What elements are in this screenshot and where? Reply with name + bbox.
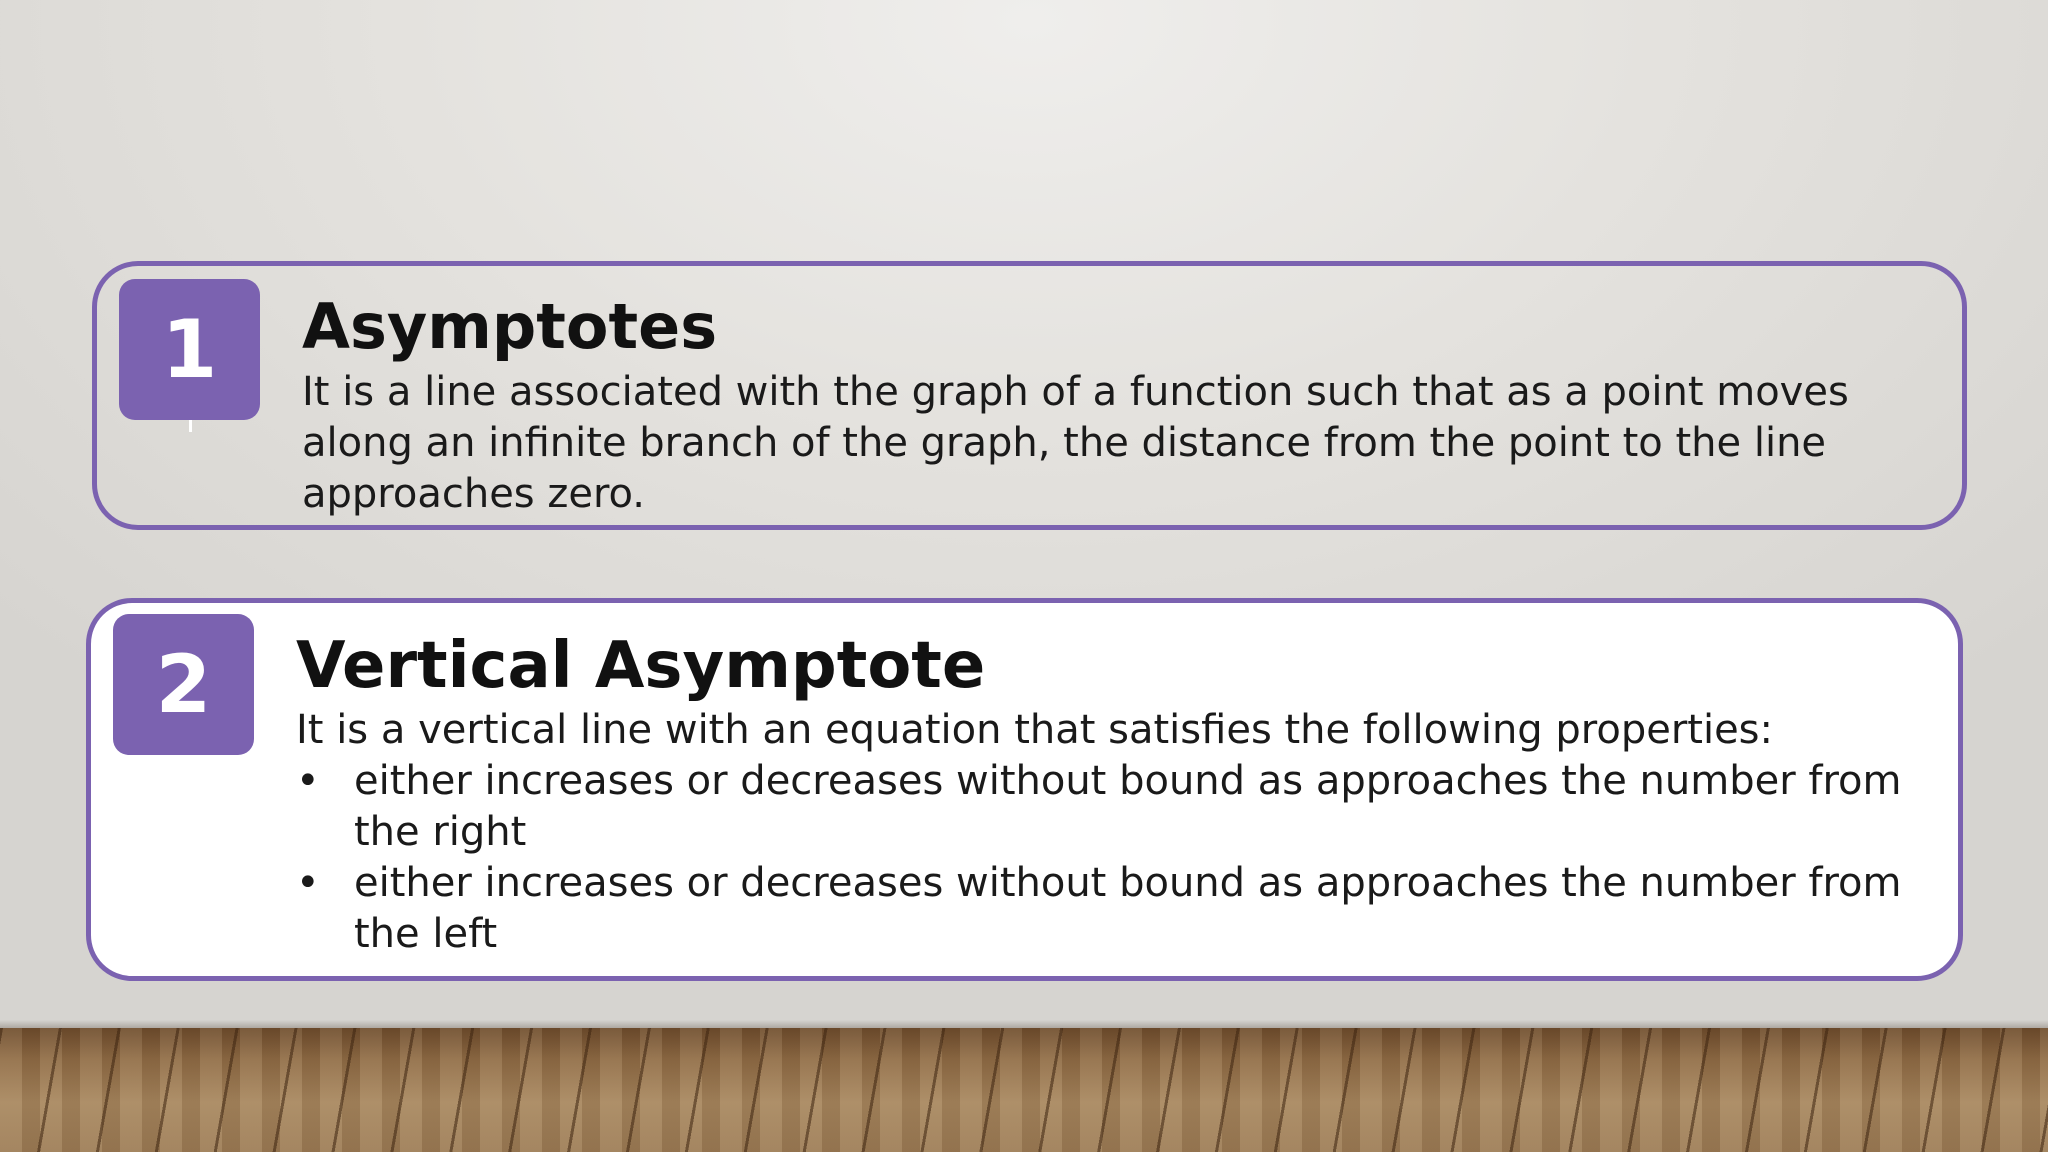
bullet-icon: • xyxy=(296,758,320,804)
property-list xyxy=(296,756,1956,960)
list-item-text: either increases or decreases without bound as approaches the number from the left xyxy=(354,860,1902,957)
list-item-text: either increases or decreases without bound as approaches the number from the right xyxy=(354,758,1902,855)
badge-number: 1 xyxy=(161,302,218,396)
badge-tick-mark xyxy=(189,420,192,432)
wooden-floor-image xyxy=(0,1028,2048,1152)
badge-number: 2 xyxy=(155,637,212,731)
number-badge-1 xyxy=(119,279,260,420)
card-title: Asymptotes xyxy=(302,290,718,363)
number-badge-2 xyxy=(113,614,254,755)
bullet-icon: • xyxy=(296,860,320,906)
card-description: It is a line associated with the graph of a function such that as a point moves along an infinite branch of the graph, the distance from the point to the line approaches zero. xyxy=(302,369,1849,517)
card-description: It is a vertical line with an equation that satisfies the following properties: xyxy=(296,707,1773,753)
list-item xyxy=(296,858,1956,960)
list-item xyxy=(296,756,1956,858)
card-title: Vertical Asymptote xyxy=(296,629,986,703)
